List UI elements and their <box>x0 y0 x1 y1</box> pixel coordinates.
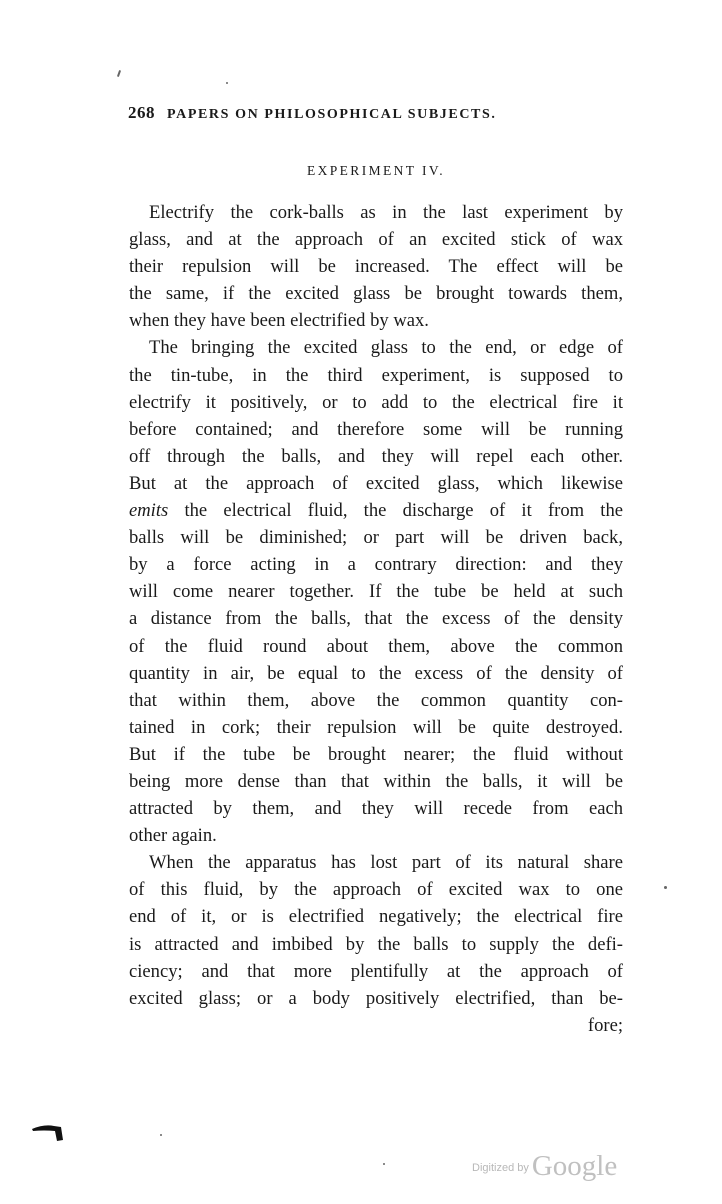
italic-word: emits <box>129 500 169 522</box>
section-title: EXPERIMENT IV. <box>306 163 446 178</box>
text-line: before contained; and therefore some will be running <box>129 418 623 440</box>
text-line: Electrify the cork-balls as in the last experiment by <box>149 202 623 223</box>
text-line: ciency; and that more plentifully at the approach of <box>129 960 623 982</box>
text-line-with-italic <box>129 497 623 524</box>
text-line: other again. <box>129 825 217 847</box>
text-line: off through the balls, and they will repel each other. <box>129 445 623 467</box>
text-line-rest: the electrical fluid, the discharge of it from the <box>184 500 624 522</box>
paragraph-1 <box>129 199 623 334</box>
text-line: being more dense than that within the balls, it will be <box>129 770 623 792</box>
catchword: fore; <box>587 1014 623 1036</box>
text-line: tained in cork; their repulsion will be quite destroyed. <box>129 716 623 738</box>
text-line: by a force acting in a contrary direction: and they <box>129 554 623 576</box>
text-line: The bringing the excited glass to the end, or edge of <box>149 337 623 359</box>
text-line: their repulsion will be increased. The effect will be <box>129 256 623 278</box>
text-line: But if the tube be brought nearer; the fluid without <box>129 743 623 765</box>
text-line: that within them, above the common quantity con- <box>129 689 623 711</box>
paragraph-2 <box>129 334 623 849</box>
watermark-brand: Google <box>531 1150 618 1182</box>
ink-speck <box>226 82 228 84</box>
text-line: is attracted and imbibed by the balls to supply the defi- <box>129 933 623 955</box>
page-number: 268 <box>128 103 155 122</box>
text-line: But at the approach of excited glass, which likewise <box>129 472 623 494</box>
ink-speck <box>664 886 667 889</box>
text-line: attracted by them, and they will recede from each <box>129 798 623 820</box>
text-line: end of it, or is electrified negatively; the electrical fire <box>129 906 623 928</box>
digitized-watermark <box>472 1150 617 1183</box>
paragraph-3 <box>129 849 623 1039</box>
text-line: glass, and at the approach of an excited stick of wax <box>129 229 623 251</box>
watermark-prefix: Digitized by <box>472 1162 529 1174</box>
body-text <box>129 199 623 1039</box>
ink-speck <box>160 1134 162 1136</box>
running-head <box>128 103 564 123</box>
text-line: excited glass; or a body positively electrified, than be- <box>129 987 623 1009</box>
text-line: When the apparatus has lost part of its natural share <box>149 852 623 874</box>
text-line: electrify it positively, or to add to the electrical fire it <box>129 391 623 413</box>
text-line: will come nearer together. If the tube be held at such <box>129 581 623 603</box>
text-line: of the fluid round about them, above the common <box>129 635 623 657</box>
text-line: of this fluid, by the approach of excited wax to one <box>129 879 623 901</box>
ink-blot-mark <box>30 1120 66 1142</box>
ink-speck <box>383 1163 385 1165</box>
text-line: the same, if the excited glass be brought towards them, <box>129 283 623 305</box>
text-line: quantity in air, be equal to the excess of the density of <box>129 662 623 684</box>
text-line: balls will be diminished; or part will be driven back, <box>129 527 623 549</box>
text-line: the tin-tube, in the third experiment, is supposed to <box>129 364 623 386</box>
text-line: a distance from the balls, that the excess of the density <box>129 608 623 630</box>
ink-speck <box>117 70 121 77</box>
text-line: when they have been electrified by wax. <box>129 310 429 332</box>
running-title: PAPERS ON PHILOSOPHICAL SUBJECTS. <box>167 107 497 122</box>
